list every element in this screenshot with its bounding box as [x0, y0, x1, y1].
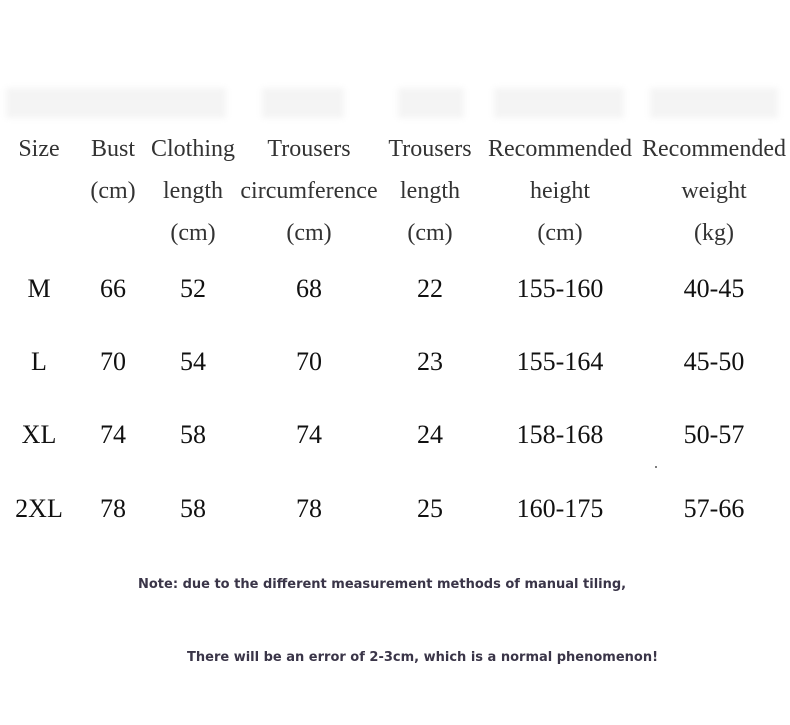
table-cell: 25	[417, 494, 443, 523]
table-cell: 52	[180, 274, 206, 303]
column-header-6	[642, 128, 787, 254]
column-header-line: Trousers	[388, 136, 472, 162]
column-header-line: length	[163, 178, 223, 204]
table-cell: 68	[296, 274, 322, 303]
blurred-strip-4	[494, 88, 624, 118]
column-header-line: (cm)	[407, 220, 453, 246]
column-header-line: Trousers	[267, 136, 351, 162]
table-cell: 78	[296, 494, 322, 523]
column-header-line: Size	[18, 136, 60, 162]
table-cell: 70	[296, 347, 322, 376]
table-cell: 70	[100, 347, 126, 376]
table-cell: 155-164	[516, 347, 604, 376]
size-label-cell: M	[27, 274, 51, 303]
column-header-line: Clothing	[150, 136, 235, 162]
blurred-strip-5	[650, 88, 778, 118]
column-header-0	[9, 128, 69, 170]
table-cell: 22	[417, 274, 443, 303]
table-cell: 57-66	[683, 494, 745, 523]
column-header-line: (cm)	[537, 220, 583, 246]
column-header-line: (kg)	[694, 220, 734, 246]
size-label-cell: L	[31, 347, 47, 376]
table-cell: 78	[100, 494, 126, 523]
table-cell: 158-168	[516, 420, 604, 449]
table-cell: 24	[417, 420, 443, 449]
table-cell: 74	[100, 420, 126, 449]
blurred-strip-1	[6, 88, 226, 118]
column-header-1	[83, 128, 143, 212]
column-header-line: (cm)	[286, 220, 332, 246]
column-header-line: circumference	[240, 178, 378, 204]
stray-dot	[655, 466, 657, 468]
table-cell: 58	[180, 494, 206, 523]
column-header-line: length	[400, 178, 460, 204]
table-cell: 58	[180, 420, 206, 449]
blurred-strip-2	[262, 88, 344, 118]
table-cell: 23	[417, 347, 443, 376]
column-header-3	[239, 128, 379, 254]
column-header-2	[148, 128, 238, 254]
size-label-cell: 2XL	[15, 494, 63, 523]
size-label-cell: XL	[21, 420, 57, 449]
note-line-2: There will be an error of 2-3cm, which is a normal phenomenon!	[187, 650, 659, 665]
table-cell: 54	[180, 347, 206, 376]
column-header-line: (cm)	[170, 220, 216, 246]
table-cell: 155-160	[516, 274, 604, 303]
column-header-5	[488, 128, 633, 254]
note-line-1: Note: due to the different measurement methods of manual tiling,	[138, 577, 627, 592]
table-cell: 160-175	[516, 494, 604, 523]
column-header-line: Bust	[90, 136, 135, 162]
column-header-line: Recommended	[488, 136, 632, 162]
table-cell: 74	[296, 420, 322, 449]
table-cell: 45-50	[683, 347, 745, 376]
column-header-line: Recommended	[642, 136, 786, 162]
column-header-line: weight	[681, 178, 747, 204]
blurred-strip-3	[398, 88, 464, 118]
column-header-4	[385, 128, 475, 254]
table-cell: 66	[100, 274, 126, 303]
table-cell: 40-45	[683, 274, 745, 303]
table-cell: 50-57	[683, 420, 745, 449]
column-header-line: height	[530, 178, 590, 204]
column-header-line: (cm)	[90, 178, 136, 204]
